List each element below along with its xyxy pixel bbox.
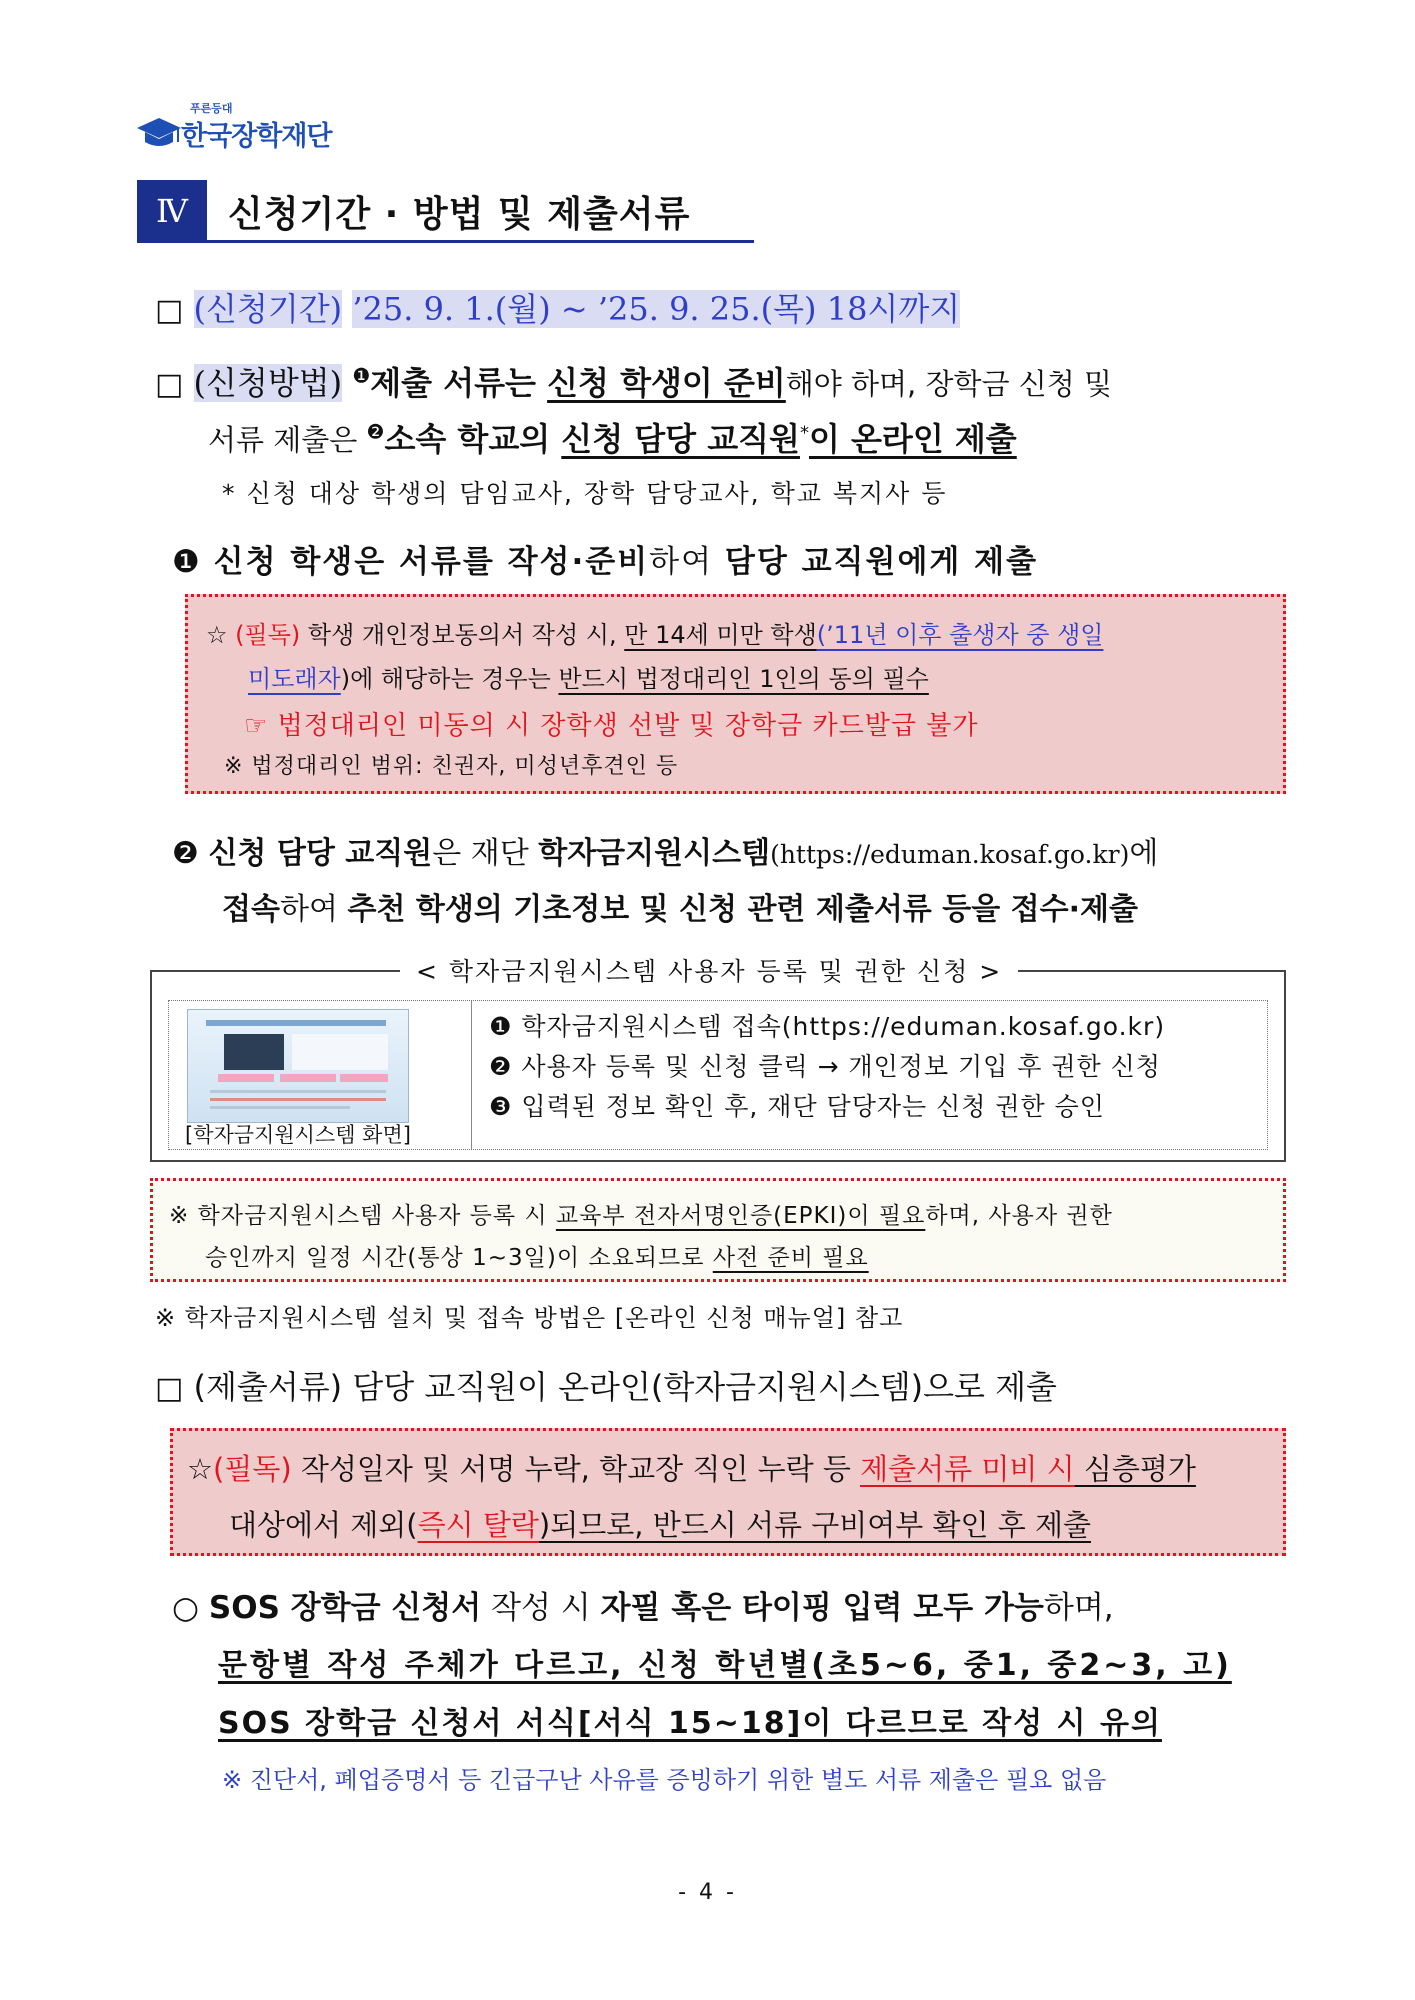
step-text: 추천 학생의 기초정보 및 신청 관련 제출서류 등을 접수·제출 [347,892,1138,927]
notice-line [205,1239,869,1272]
sos-text: SOS 장학금 신청서 [208,1590,482,1626]
sos-line-3: SOS 장학금 신청서 서식[서식 15~18]이 다르므로 작성 시 유의 [218,1706,1162,1741]
period-value: ’25. 9. 1.(월) ~ ’25. 9. 25.(목) 18시까지 [352,290,961,328]
install-note: ※ 학자금지원시스템 설치 및 접속 방법은 [온라인 신청 매뉴얼] 참고 [155,1304,904,1332]
sos-text: 작성 시 [481,1590,601,1626]
circled-2-icon: ❷ [366,419,385,444]
circled-2-icon: ❷ [172,836,199,871]
method-text: 소속 학교의 [384,420,562,458]
register-step: ❸ 입력된 정보 확인 후, 재단 담당자는 신청 권한 승인 [489,1092,1105,1121]
step-text: 학자금지원시스템 [538,836,771,871]
guardian-scope: ※ 법정대리인 범위: 친권자, 미성년후견인 등 [224,754,679,779]
step-2-line-1 [172,828,1158,872]
warning-line: ☞ 법정대리인 미동의 시 장학생 선발 및 장학금 카드발급 불가 [244,711,979,741]
notice-box-missing-docs [170,1428,1286,1556]
divider [471,1001,472,1149]
logo-name: 한국장학재단 [181,121,332,152]
register-guide-title: < 학자금지원시스템 사용자 등록 및 권한 신청 > [400,952,1018,988]
circled-1-icon: ❶ [172,544,202,580]
step-text: 담당 교직원에게 제출 [724,544,1039,580]
required-tag: (필독) [213,1452,292,1486]
step-2-line-2 [222,884,1138,928]
notice-text: 작성일자 및 서명 누락, 학교장 직인 누락 등 [291,1452,861,1486]
sos-line-2: 문항별 작성 주체가 다르고, 신청 학년별(초5~6, 중1, 중2~3, 고) [218,1648,1232,1683]
notice-text: 하며, 사용자 권한 [925,1203,1113,1229]
system-url: (https://eduman.kosaf.go.kr) [770,840,1130,869]
step-text: 신청 학생은 서류를 작성·준비 [213,544,650,580]
checkbox-icon: □ [155,367,184,402]
method-text: 신청 학생이 준비 [547,364,786,402]
graduation-cap-icon [135,112,183,152]
step-1 [172,536,1038,581]
method-line-2 [208,414,1017,460]
sos-footnote: ※ 진단서, 폐업증명서 등 긴급구난 사유를 증빙하기 위한 별도 서류 제출은 필요 없음 [222,1766,1107,1794]
notice-text: 대상에서 제외( [229,1508,418,1542]
step-text: 접속 [222,892,280,927]
notice-box-epki [150,1178,1286,1282]
circled-1-icon: ❶ [352,363,371,388]
step-text: 에 [1129,836,1159,871]
register-step: ❷ 사용자 등록 및 신청 클릭 → 개인정보 기입 후 권한 신청 [489,1052,1161,1081]
notice-line [187,1447,1196,1488]
sos-text: 자필 혹은 타이핑 입력 모두 가능 [600,1590,1044,1626]
method-footnote: * 신청 대상 학생의 담임교사, 장학 담당교사, 학교 복지사 등 [222,479,948,508]
method-text: 해야 하며, 장학금 신청 및 [785,367,1113,401]
period-line [155,284,960,330]
register-step: ❶ 학자금지원시스템 접속(https://eduman.kosaf.go.kr) [489,1012,1166,1041]
notice-line [229,1503,1091,1544]
checkbox-icon: □ [155,293,184,328]
section-number: Ⅳ [137,180,207,242]
step-text: 하여 [279,892,348,927]
notice-text: ※ 학자금지원시스템 사용자 등록 시 [169,1203,556,1229]
bullet-icon: ○ [172,1590,200,1626]
notice-text: 제출서류 미비 시 [860,1452,1075,1486]
method-text: 이 온라인 제출 [808,420,1017,458]
method-label: (신청방법) [193,364,343,402]
register-guide-inner [168,1000,1268,1150]
required-tag: (필독) [235,621,301,649]
notice-text: 학생 개인정보동의서 작성 시, [300,621,625,649]
notice-text: 반드시 법정대리인 1인의 동의 필수 [558,665,929,693]
method-line-1 [155,358,1112,404]
page-number: - 4 - [678,1880,737,1905]
notice-text: 즉시 탈락 [417,1508,539,1542]
notice-line [169,1197,1113,1230]
step-text: 은 재단 [432,836,539,871]
sos-text: 하며, [1043,1590,1114,1626]
method-text: 제출 서류는 [370,364,548,402]
notice-text: 승인까지 일정 시간(통상 1~3일)이 소요되므로 [205,1245,713,1271]
kosaf-logo [135,100,345,156]
method-text: 서류 제출은 [208,423,367,457]
checkbox-icon: □ [155,1371,184,1406]
star-icon: ☆ [206,621,228,649]
notice-text: 심층평가 [1074,1452,1196,1486]
notice-text: (’11년 이후 출생자 중 생일 [816,621,1104,649]
notice-text: )되므로, 반드시 서류 구비여부 확인 후 제출 [538,1508,1091,1542]
notice-text: )에 해당하는 경우는 [340,665,559,693]
notice-text: 만 14세 미만 학생 [624,621,817,649]
notice-line [248,659,929,694]
method-text: 신청 담당 교직원 [561,420,800,458]
thumbnail-caption: [학자금지원시스템 화면] [185,1123,411,1147]
footnote-mark: * [799,422,809,444]
notice-text: 미도래자 [248,665,341,693]
step-text: 신청 담당 교직원 [208,836,433,871]
section-title: 신청기간 · 방법 및 제출서류 [228,194,691,235]
logo-tagline: 푸른등대 [190,102,233,115]
step-text: 하여 [649,544,725,580]
sos-line-1 [172,1582,1114,1627]
notice-text: 교육부 전자서명인증(EPKI)이 필요 [555,1203,926,1229]
notice-text: 사전 준비 필요 [712,1245,869,1271]
period-label: (신청기간) [193,290,343,328]
notice-box-required [185,594,1286,794]
register-guide-box [150,957,1286,1162]
system-screenshot-thumbnail [187,1009,409,1123]
docs-text: (제출서류) 담당 교직원이 온라인(학자금지원시스템)으로 제출 [193,1368,1057,1406]
star-icon: ☆ [187,1452,213,1486]
section-underline [137,240,754,243]
docs-line [155,1362,1057,1408]
notice-line [206,615,1103,650]
